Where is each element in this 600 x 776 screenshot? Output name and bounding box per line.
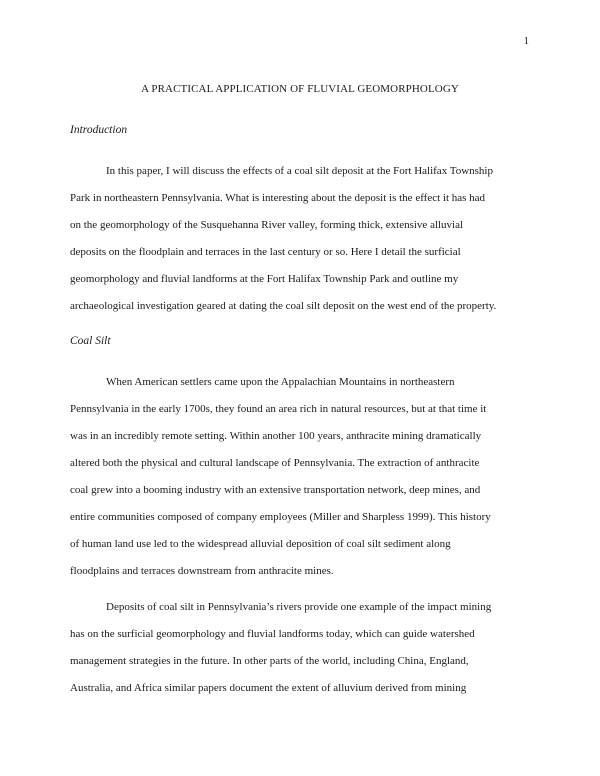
section-heading-coal-silt: Coal Silt <box>70 335 111 347</box>
text-line: coal grew into a booming industry with an extensive transportation network, deep mines, and <box>70 484 481 496</box>
section-heading-introduction: Introduction <box>70 124 128 136</box>
text-line: has on the surficial geomorphology and fluvial landforms today, which can guide watershed <box>70 628 475 640</box>
paragraph-coal-silt-1 <box>70 375 540 591</box>
text-line: When American settlers came upon the Appalachian Mountains in northeastern <box>106 376 455 388</box>
text-line: altered both the physical and cultural landscape of Pennsylvania. The extraction of anthracite <box>70 457 480 469</box>
paragraph-introduction <box>70 164 540 326</box>
text-line: deposits on the floodplain and terraces in the last century or so. Here I detail the surficial <box>70 246 461 258</box>
text-line: floodplains and terraces downstream from anthracite mines. <box>70 565 334 577</box>
text-line: Park in northeastern Pennsylvania. What is interesting about the deposit is the effect it has had <box>70 192 486 204</box>
text-line: management strategies in the future. In other parts of the world, including China, England, <box>70 655 469 667</box>
text-line: on the geomorphology of the Susquehanna River valley, forming thick, extensive alluvial <box>70 219 464 231</box>
text-line: Deposits of coal silt in Pennsylvania’s rivers provide one example of the impact mining <box>106 601 492 613</box>
paragraph-coal-silt-2 <box>70 600 540 708</box>
page-number: 1 <box>523 35 529 47</box>
text-line: archaeological investigation geared at dating the coal silt deposit on the west end of the property. <box>70 300 497 312</box>
text-line: entire communities composed of company employees (Miller and Sharpless 1999). This history <box>70 511 491 523</box>
text-line: of human land use led to the widespread alluvial deposition of coal silt sediment along <box>70 538 451 550</box>
text-line: was in an incredibly remote setting. Within another 100 years, anthracite mining dramatically <box>70 430 482 442</box>
text-line: Australia, and Africa similar papers document the extent of alluvium derived from mining <box>70 682 467 694</box>
text-line: Pennsylvania in the early 1700s, they found an area rich in natural resources, but at that time it <box>70 403 487 415</box>
paper-title: A PRACTICAL APPLICATION OF FLUVIAL GEOMORPHOLOGY <box>141 83 459 95</box>
text-line: geomorphology and fluvial landforms at the Fort Halifax Township Park and outline my <box>70 273 459 285</box>
text-line: In this paper, I will discuss the effects of a coal silt deposit at the Fort Halifax Township <box>106 165 493 177</box>
